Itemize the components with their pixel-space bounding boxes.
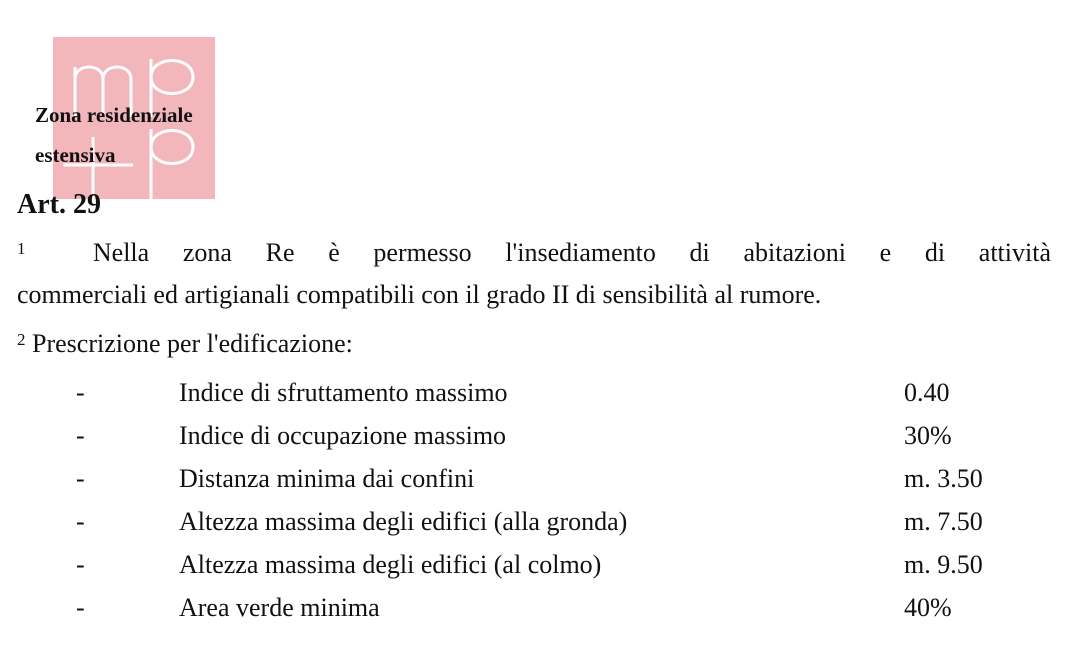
- prescription-label: Indice di occupazione massimo: [179, 421, 507, 450]
- prescription-row: [0, 371, 1071, 414]
- list-dash: -: [76, 593, 85, 622]
- prescription-value: m. 9.50: [904, 550, 983, 579]
- prescription-row: [0, 414, 1071, 457]
- paragraph-1: [17, 232, 1051, 316]
- paragraph-2-text: Prescrizione per l'edificazione:: [32, 329, 353, 358]
- prescription-row: [0, 457, 1071, 500]
- prescription-list: [0, 371, 1071, 629]
- zone-title-line2: estensiva: [35, 143, 116, 167]
- list-dash: -: [76, 550, 85, 579]
- paragraph-1-text-line2: commerciali ed artigianali compatibili con il grado II di sensibilità al rumore.: [17, 280, 822, 309]
- prescription-row: [0, 543, 1071, 586]
- prescription-value: 0.40: [904, 378, 950, 407]
- prescription-label: Area verde minima: [179, 593, 380, 622]
- prescription-label: Altezza massima degli edifici (al colmo): [179, 550, 602, 579]
- list-dash: -: [76, 378, 85, 407]
- prescription-row: [0, 500, 1071, 543]
- paragraph-2: [17, 324, 353, 364]
- list-dash: -: [76, 507, 85, 536]
- list-dash: -: [76, 421, 85, 450]
- prescription-label: Distanza minima dai confini: [179, 464, 475, 493]
- paragraph-1-line1: [17, 232, 1051, 274]
- paragraph-1-text-line1: Nella zona Re è permesso l'insediamento di abitazioni e di attività: [92, 238, 1051, 267]
- paragraph-1-number: 1: [17, 239, 26, 258]
- prescription-label: Indice di sfruttamento massimo: [179, 378, 508, 407]
- prescription-value: m. 3.50: [904, 464, 983, 493]
- zone-title-line1: Zona residenziale: [35, 103, 193, 127]
- prescription-label: Altezza massima degli edifici (alla gronda): [179, 507, 628, 536]
- article-title: Art. 29: [17, 189, 101, 220]
- paragraph-2-number: 2: [17, 330, 26, 349]
- zone-title: [35, 95, 193, 175]
- prescription-value: 40%: [904, 593, 952, 622]
- prescription-value: 30%: [904, 421, 952, 450]
- prescription-row: [0, 586, 1071, 629]
- list-dash: -: [76, 464, 85, 493]
- prescription-value: m. 7.50: [904, 507, 983, 536]
